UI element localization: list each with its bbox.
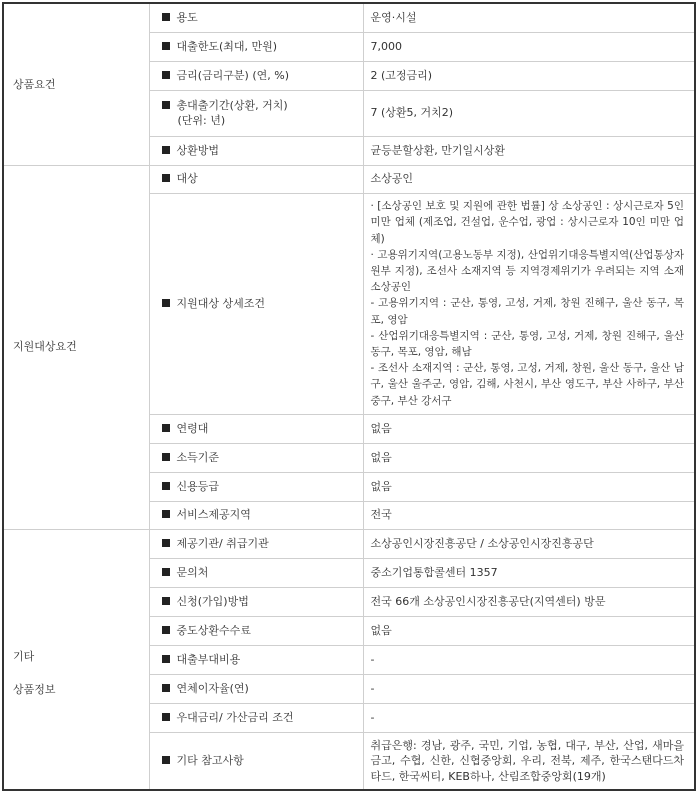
row-value: - (363, 645, 695, 674)
row-value: 없음 (363, 616, 695, 645)
row-value: - (363, 703, 695, 732)
row-label: 금리(금리구분) (연, %) (149, 61, 363, 90)
row-label: 용도 (149, 3, 363, 32)
row-label: 문의처 (149, 558, 363, 587)
row-label: 중도상환수수료 (149, 616, 363, 645)
detail-conditions-text: · [소상공인 보호 및 지원에 관한 법률] 상 소상공인 : 상시근로자 5인 미만 업체 (제조업, 건설업, 운수업, 광업 : 상시근로자 10인 미만 업체) · 고용위기지역(고용노동부 지정), 산업위기대응특별지역(산업통상자원부 지정), 조선사 소재지역 등 지역경제위기가 우려되는 지역 소재 소상공인 - 고용위기지역 : 군산, 통영, 고성, 거제, 창원 진해구, 울산 동구, 목포, 영암 - 산업위기대응특별지역 : 군산, 통영, 고성, 거제, 창원 진해구, 울산 동구, 목포, 영암, 해남 - 조선사 소재지역 : 군산, 통영, 고성, 거제, 창원, 울산 동구, 울산 남구, 울산 울주군, 영암, 김해, 사천시, 부산 영도구, 부산 사하구, 부산 중구, 부산 강서구 (363, 193, 695, 414)
row-value: 균등분할상환, 만기일시상환 (363, 136, 695, 165)
row-label: 신청(가입)방법 (149, 587, 363, 616)
bullet-square-icon (162, 684, 170, 692)
row-label: 대출부대비용 (149, 645, 363, 674)
row-label: 연체이자율(연) (149, 674, 363, 703)
row-value: 중소기업통합콜센터 1357 (363, 558, 695, 587)
table-row (3, 165, 695, 193)
bullet-square-icon (162, 655, 170, 663)
row-label: 제공기관/ 취급기관 (149, 529, 363, 558)
row-value: 7 (상환5, 거치2) (363, 90, 695, 136)
bullet-square-icon (162, 626, 170, 634)
section-other-info: 기타 상품정보 (3, 529, 149, 790)
loan-info-table (2, 2, 696, 791)
row-value: 취급은행: 경남, 광주, 국민, 기업, 농협, 대구, 부산, 산업, 새마을금고, 수협, 신한, 신협중앙회, 우리, 전북, 제주, 한국스탠다드차타드, 한국씨티, KEB하나, 산림조합중앙회(19개) (363, 732, 695, 790)
bullet-square-icon (162, 713, 170, 721)
row-label: 총대출기간(상환, 거치) (단위: 년) (149, 90, 363, 136)
row-label: 서비스제공지역 (149, 501, 363, 529)
bullet-square-icon (162, 42, 170, 50)
bullet-square-icon (162, 101, 170, 109)
bullet-square-icon (162, 597, 170, 605)
bullet-square-icon (162, 453, 170, 461)
row-label: 상환방법 (149, 136, 363, 165)
bullet-square-icon (162, 568, 170, 576)
row-value: 2 (고정금리) (363, 61, 695, 90)
row-value: 운영·시설 (363, 3, 695, 32)
table-row (3, 3, 695, 32)
bullet-square-icon (162, 71, 170, 79)
row-label: 신용등급 (149, 472, 363, 501)
bullet-square-icon (162, 424, 170, 432)
bullet-square-icon (162, 174, 170, 182)
row-label: 소득기준 (149, 443, 363, 472)
section-product-requirements: 상품요건 (3, 3, 149, 165)
row-label: 대출한도(최대, 만원) (149, 32, 363, 61)
row-value: 7,000 (363, 32, 695, 61)
bullet-square-icon (162, 756, 170, 764)
row-value: 소상공인 (363, 165, 695, 193)
bullet-square-icon (162, 146, 170, 154)
bullet-square-icon (162, 299, 170, 307)
bullet-square-icon (162, 510, 170, 518)
row-label: 우대금리/ 가산금리 조건 (149, 703, 363, 732)
row-value: 없음 (363, 414, 695, 443)
row-value: 없음 (363, 443, 695, 472)
row-value: - (363, 674, 695, 703)
bullet-square-icon (162, 482, 170, 490)
table-row (3, 529, 695, 558)
row-value: 소상공인시장진흥공단 / 소상공인시장진흥공단 (363, 529, 695, 558)
bullet-square-icon (162, 13, 170, 21)
row-label: 기타 참고사항 (149, 732, 363, 790)
row-value: 없음 (363, 472, 695, 501)
row-label: 연령대 (149, 414, 363, 443)
row-label: 대상 (149, 165, 363, 193)
bullet-square-icon (162, 539, 170, 547)
row-value: 전국 66개 소상공인시장진흥공단(지역센터) 방문 (363, 587, 695, 616)
row-value: 전국 (363, 501, 695, 529)
row-label: 지원대상 상세조건 (149, 193, 363, 414)
section-eligibility: 지원대상요건 (3, 165, 149, 529)
